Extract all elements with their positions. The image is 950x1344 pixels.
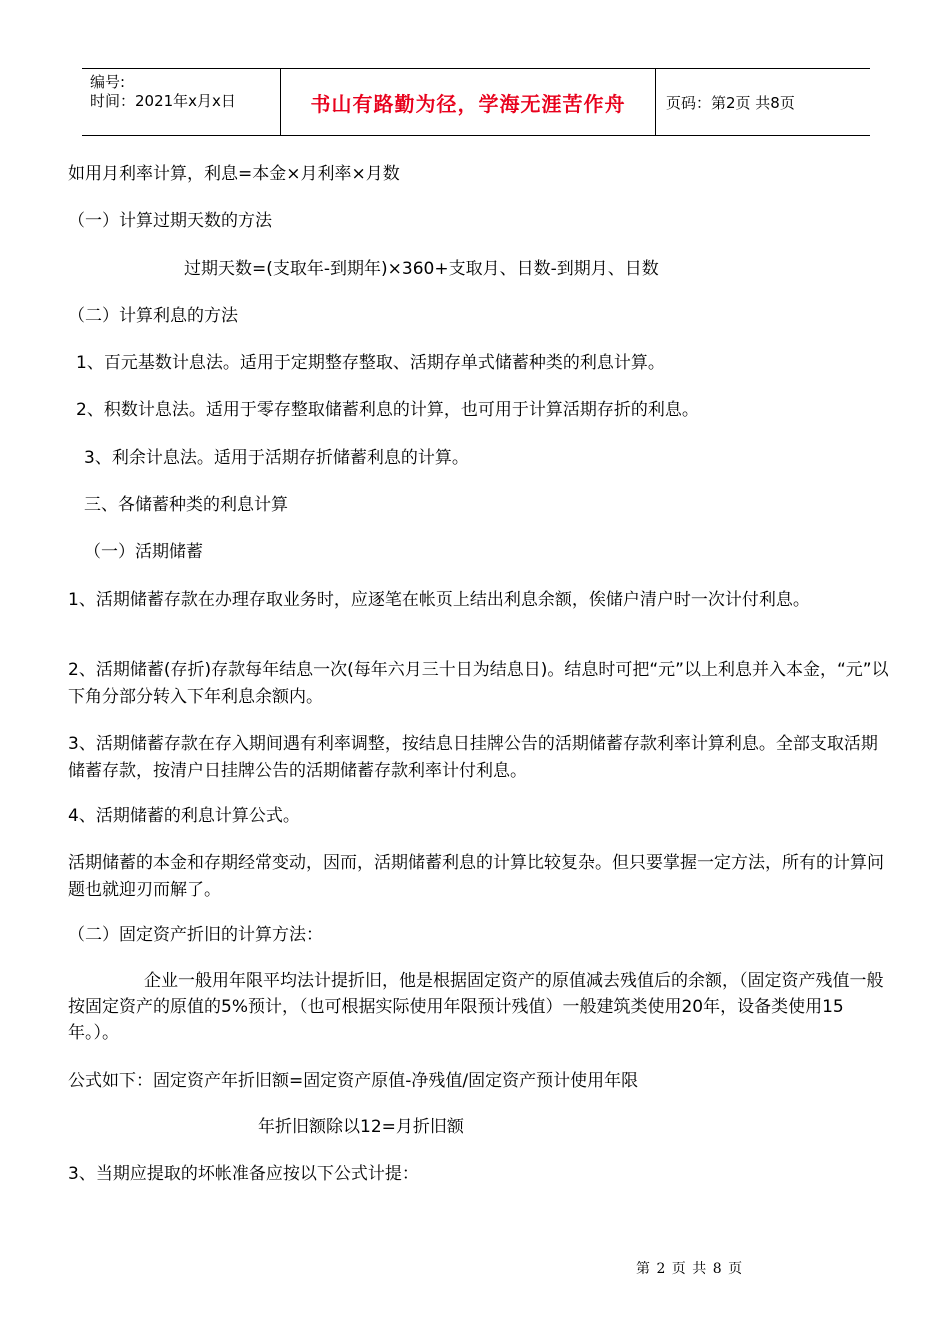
section-heading: 三、各储蓄种类的利息计算	[84, 495, 288, 515]
paragraph: 活期储蓄的本金和存期经常变动，因而，活期储蓄利息的计算比较复杂。但只要掌握一定方法，所有的计算问题也就迎刃而解了。	[68, 853, 884, 900]
section-heading: （二）计算利息的方法	[68, 306, 238, 326]
page-info: 页码：第2页 共8页	[666, 93, 795, 112]
time-label: 时间：2021年x月x日	[90, 92, 236, 110]
text-line: 如用月利率计算，利息=本金×月利率×月数	[68, 164, 400, 184]
text-line: 1、百元基数计息法。适用于定期整存整取、活期存单式储蓄种类的利息计算。	[76, 353, 665, 373]
formula-line: 过期天数=(支取年-到期年)×360+支取月、日数-到期月、日数	[184, 259, 659, 279]
header-page-cell	[656, 69, 870, 135]
header-meta	[82, 69, 280, 135]
page-footer: 第 2 页 共 8 页	[636, 1261, 744, 1277]
section-heading: （一）活期储蓄	[84, 542, 203, 562]
section-heading: （二）固定资产折旧的计算方法：	[68, 925, 323, 945]
paragraph: 2、活期储蓄(存折)存款每年结息一次(每年六月三十日为结息日)。结息时可把“元”以上利息并入本金，“元”以下角分部分转入下年利息余额内。	[68, 660, 889, 707]
text-line: 4、活期储蓄的利息计算公式。	[68, 806, 300, 826]
motto: 书山有路勤为径，学海无涯苦作舟	[310, 91, 626, 116]
text-line: 3、当期应提取的坏帐准备应按以下公式计提：	[68, 1164, 419, 1184]
text-line: 3、利余计息法。适用于活期存折储蓄利息的计算。	[84, 448, 469, 468]
formula-line: 年折旧额除以12=月折旧额	[258, 1117, 464, 1137]
paragraph: 3、活期储蓄存款在存入期间遇有利率调整，按结息日挂牌公告的活期储蓄存款利率计算利息。全部支取活期储蓄存款，按清户日挂牌公告的活期储蓄存款利率计付利息。	[68, 734, 878, 781]
document-header	[82, 68, 870, 136]
section-heading: （一）计算过期天数的方法	[68, 211, 272, 231]
text-line: 1、活期储蓄存款在办理存取业务时，应逐笔在帐页上结出利息余额，俟储户清户时一次计付利息。	[68, 590, 810, 610]
formula-line: 公式如下：固定资产年折旧额=固定资产原值-净残值/固定资产预计使用年限	[68, 1071, 639, 1091]
number-label: 编号:	[90, 73, 126, 91]
paragraph: 企业一般用年限平均法计提折旧，他是根据固定资产的原值减去残值后的余额，（固定资产残值一般按固定资产的原值的5%预计，（也可根据实际使用年限预计残值）一般建筑类使用20年，设备类使用15年。）。	[68, 971, 884, 1043]
header-motto-cell	[280, 69, 656, 135]
text-line: 2、积数计息法。适用于零存整取储蓄利息的计算，也可用于计算活期存折的利息。	[76, 400, 699, 420]
